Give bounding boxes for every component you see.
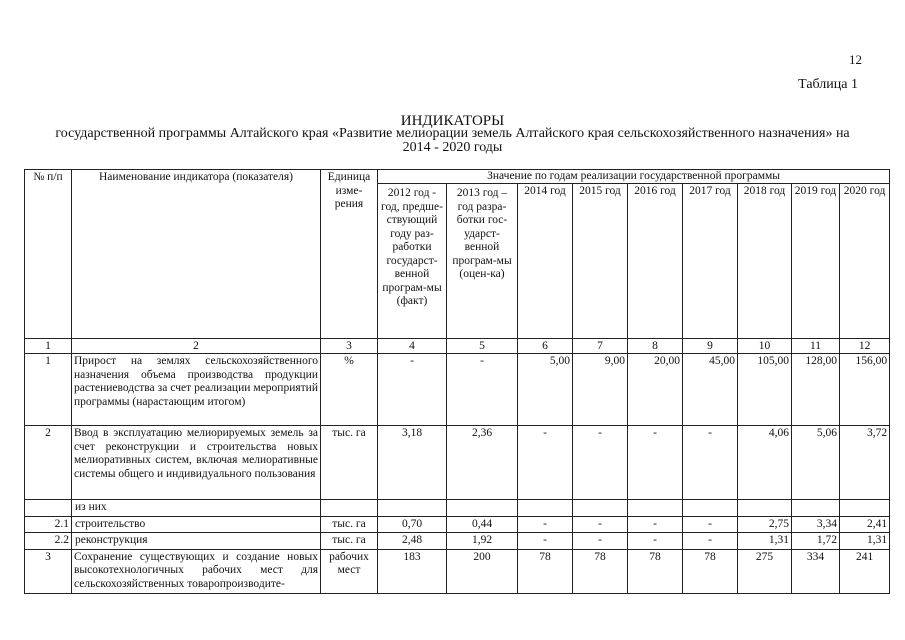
col-number: 1 bbox=[25, 339, 72, 354]
row-value: - bbox=[683, 426, 738, 500]
row-value: 183 bbox=[378, 549, 447, 593]
row-unit: тыс. га bbox=[321, 426, 378, 500]
row-value: - bbox=[628, 516, 683, 533]
col-number: 11 bbox=[792, 339, 840, 354]
col-number: 10 bbox=[738, 339, 792, 354]
row-value: - bbox=[447, 354, 518, 426]
row-name: реконструкция bbox=[72, 533, 321, 550]
row-value: - bbox=[573, 533, 628, 550]
row-value bbox=[628, 500, 683, 517]
header-years-group: Значение по годам реализации государственной программы bbox=[378, 170, 890, 184]
row-value: 20,00 bbox=[628, 354, 683, 426]
row-value: 5,06 bbox=[792, 426, 840, 500]
table-row bbox=[25, 354, 890, 426]
header-year-2020: 2020 год bbox=[840, 184, 890, 339]
col-number: 7 bbox=[573, 339, 628, 354]
col-number: 12 bbox=[840, 339, 890, 354]
row-value: 78 bbox=[518, 549, 573, 593]
header-year-2015: 2015 год bbox=[573, 184, 628, 339]
row-value: 200 bbox=[447, 549, 518, 593]
row-value: 1,31 bbox=[840, 533, 890, 550]
row-value: 156,00 bbox=[840, 354, 890, 426]
header-year-2012: 2012 год - год, предше-ствующий году раз-работки государст-венной програм-мы (факт) bbox=[378, 184, 447, 339]
row-value: 3,72 bbox=[840, 426, 890, 500]
row-value: - bbox=[518, 533, 573, 550]
row-num: 3 bbox=[25, 549, 72, 593]
page-number: 12 bbox=[849, 52, 862, 67]
column-number-row bbox=[25, 339, 890, 354]
header-year-2016: 2016 год bbox=[628, 184, 683, 339]
row-value bbox=[378, 500, 447, 517]
table-row bbox=[25, 549, 890, 593]
row-value: 1,31 bbox=[738, 533, 792, 550]
col-number: 4 bbox=[378, 339, 447, 354]
row-value: 78 bbox=[573, 549, 628, 593]
row-name: Прирост на землях сельскохозяйственного назначения объема производства продукции растениеводства за счет реализации мероприятий программы (нарастающим итогом) bbox=[72, 354, 321, 426]
row-value: 45,00 bbox=[683, 354, 738, 426]
row-value: - bbox=[518, 426, 573, 500]
document-title: ИНДИКАТОРЫ bbox=[400, 113, 505, 129]
row-value: - bbox=[683, 516, 738, 533]
row-value: 3,18 bbox=[378, 426, 447, 500]
document-subtitle: государственной программы Алтайского края «Развитие мелиорации земель Алтайского края сельскохозяйственного назначения» на 2014 - 2020 годы bbox=[55, 126, 850, 155]
table-row bbox=[25, 426, 890, 500]
row-value: 0,70 bbox=[378, 516, 447, 533]
row-value bbox=[447, 500, 518, 517]
row-value: 2,48 bbox=[378, 533, 447, 550]
row-value: - bbox=[628, 426, 683, 500]
table-label: Таблица 1 bbox=[798, 77, 858, 92]
header-year-2013: 2013 год – год разра-ботки гос-ударст-венной програм-мы (оцен-ка) bbox=[447, 184, 518, 339]
row-num bbox=[25, 500, 72, 517]
indicators-table bbox=[24, 169, 890, 594]
row-value: 105,00 bbox=[738, 354, 792, 426]
table-row bbox=[25, 533, 890, 550]
row-value: 128,00 bbox=[792, 354, 840, 426]
col-number: 5 bbox=[447, 339, 518, 354]
row-name: строительство bbox=[72, 516, 321, 533]
row-value bbox=[518, 500, 573, 517]
row-value bbox=[840, 500, 890, 517]
row-value bbox=[573, 500, 628, 517]
row-name: из них bbox=[72, 500, 321, 517]
header-year-2019: 2019 год bbox=[792, 184, 840, 339]
row-value bbox=[792, 500, 840, 517]
row-value: 241 bbox=[840, 549, 890, 593]
row-num: 2.1 bbox=[25, 516, 72, 533]
row-value: 78 bbox=[683, 549, 738, 593]
row-value: - bbox=[573, 516, 628, 533]
row-value: - bbox=[378, 354, 447, 426]
row-unit bbox=[321, 500, 378, 517]
row-value: - bbox=[683, 533, 738, 550]
col-number: 2 bbox=[72, 339, 321, 354]
row-value: 1,92 bbox=[447, 533, 518, 550]
row-value: 275 bbox=[738, 549, 792, 593]
header-num: № п/п bbox=[25, 170, 72, 339]
row-unit: тыс. га bbox=[321, 533, 378, 550]
row-value: 78 bbox=[628, 549, 683, 593]
row-unit: % bbox=[321, 354, 378, 426]
row-value: 1,72 bbox=[792, 533, 840, 550]
row-value: 2,36 bbox=[447, 426, 518, 500]
row-value bbox=[738, 500, 792, 517]
row-value: - bbox=[628, 533, 683, 550]
col-number: 8 bbox=[628, 339, 683, 354]
row-num: 1 bbox=[25, 354, 72, 426]
table-row bbox=[25, 500, 890, 517]
row-value: - bbox=[518, 516, 573, 533]
row-value: 3,34 bbox=[792, 516, 840, 533]
row-value: 0,44 bbox=[447, 516, 518, 533]
row-value: 334 bbox=[792, 549, 840, 593]
row-value: 5,00 bbox=[518, 354, 573, 426]
row-value: 9,00 bbox=[573, 354, 628, 426]
row-value: 2,75 bbox=[738, 516, 792, 533]
header-year-2017: 2017 год bbox=[683, 184, 738, 339]
header-year-2014: 2014 год bbox=[518, 184, 573, 339]
row-value: 2,41 bbox=[840, 516, 890, 533]
row-num: 2 bbox=[25, 426, 72, 500]
col-number: 6 bbox=[518, 339, 573, 354]
row-unit: тыс. га bbox=[321, 516, 378, 533]
header-year-2018: 2018 год bbox=[738, 184, 792, 339]
row-value: - bbox=[573, 426, 628, 500]
row-unit: рабочих мест bbox=[321, 549, 378, 593]
row-name: Сохранение существующих и создание новых высокотехнологичных рабочих мест для сельскохозяйственных товаропроизводите- bbox=[72, 549, 321, 593]
header-name: Наименование индикатора (показателя) bbox=[72, 170, 321, 339]
row-value bbox=[683, 500, 738, 517]
row-name: Ввод в эксплуатацию мелиорируемых земель за счет реконструкции и строительства новых мелиоративных систем, включая мелиоративные системы общего и индивидуального пользования bbox=[72, 426, 321, 500]
row-num: 2.2 bbox=[25, 533, 72, 550]
col-number: 9 bbox=[683, 339, 738, 354]
table-row bbox=[25, 516, 890, 533]
row-value: 4,06 bbox=[738, 426, 792, 500]
header-unit: Единица изме-рения bbox=[321, 170, 378, 339]
col-number: 3 bbox=[321, 339, 378, 354]
